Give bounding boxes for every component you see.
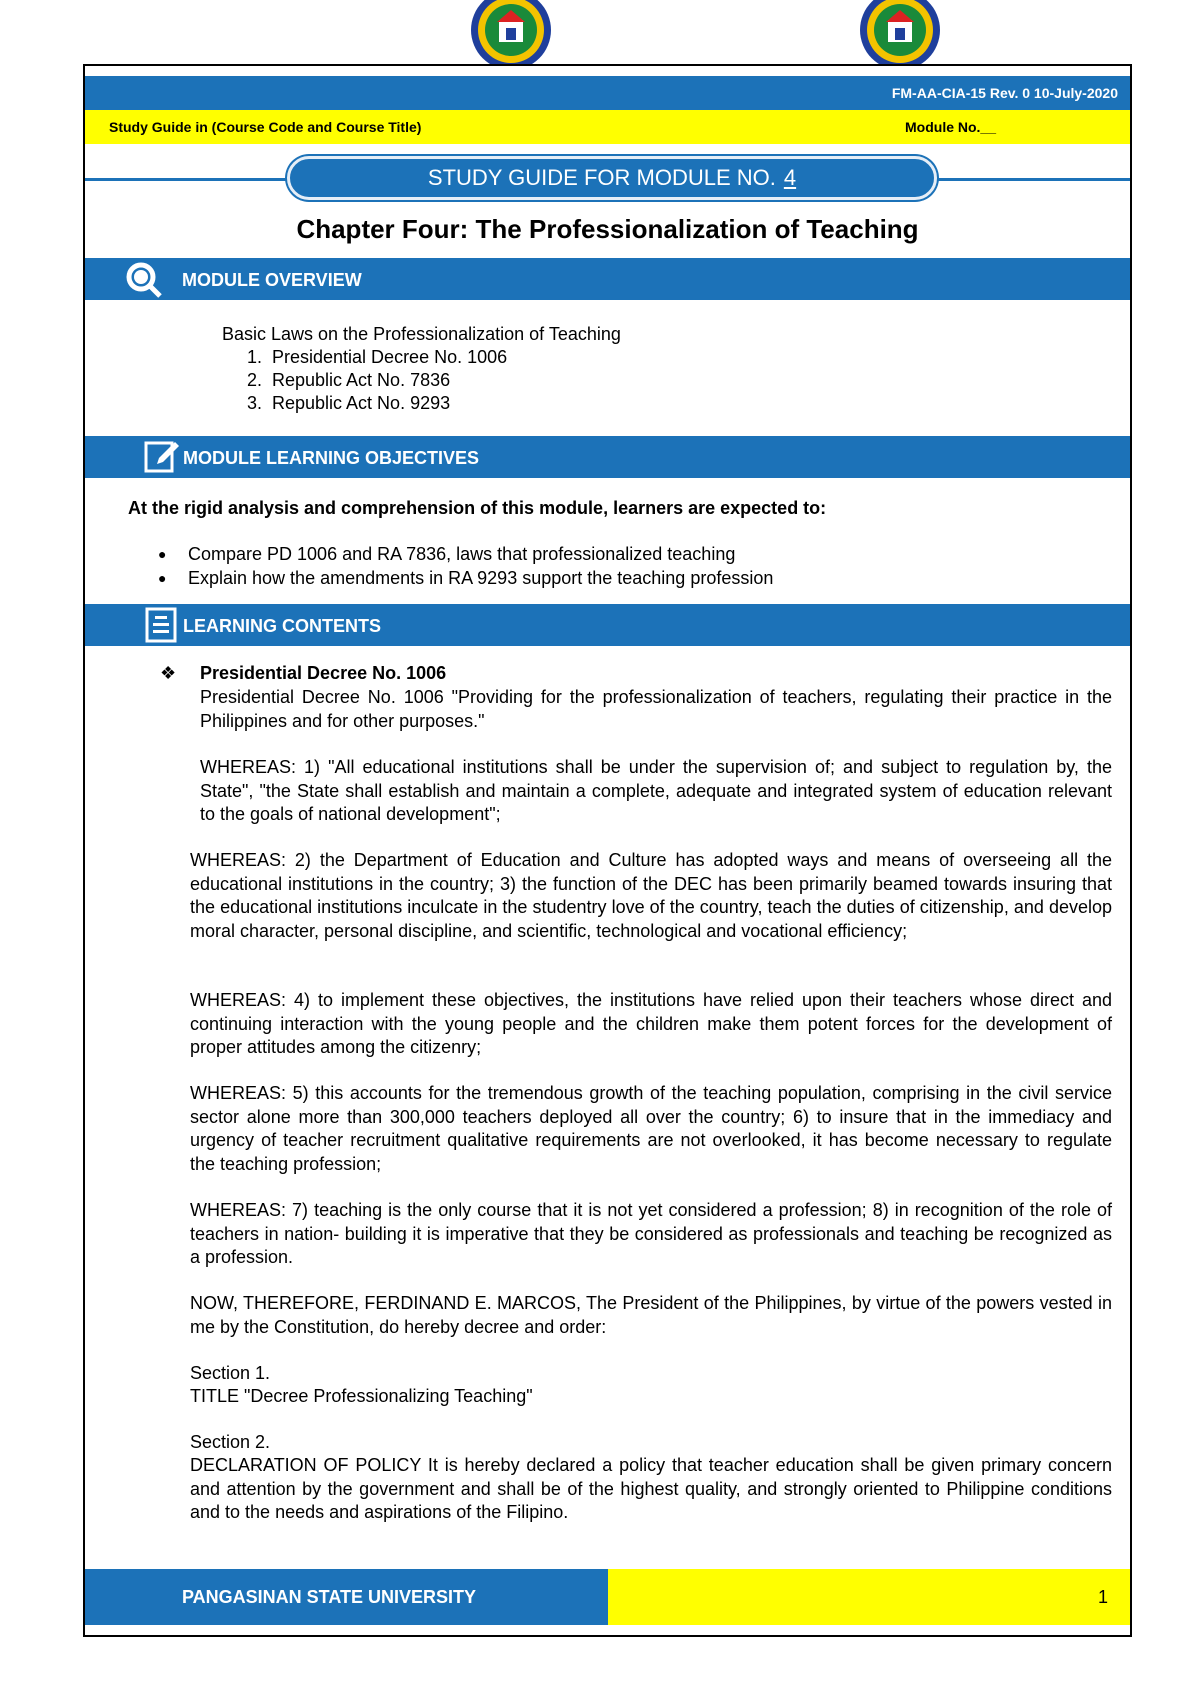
list-item: 3. Republic Act No. 9293 xyxy=(246,393,451,413)
page-number: 1 xyxy=(1097,1587,1108,1607)
section-heading: MODULE LEARNING OBJECTIVES xyxy=(183,448,480,468)
banner-prefix: STUDY GUIDE FOR MODULE NO. xyxy=(427,165,776,190)
paragraph: WHEREAS: 1) "All educational institutions shall be under the supervision of; and subject to regulation by, the State", "the State shall establish and maintain a complete, adequate and integrated system of education relevant to the goals of national development"; xyxy=(200,757,1112,824)
list-item: ● Explain how the amendments in RA 9293 support the teaching profession xyxy=(158,568,774,588)
university-name: PANGASINAN STATE UNIVERSITY xyxy=(182,1587,477,1607)
section-module-overview xyxy=(85,258,1130,300)
content-subheading: Presidential Decree No. 1006 xyxy=(200,663,447,683)
paragraph: Presidential Decree No. 1006 "Providing for the professionalization of teachers, regulating their practice in the Philippines and for other purposes." xyxy=(200,687,1112,731)
section-heading: MODULE OVERVIEW xyxy=(182,270,362,290)
paragraph: WHEREAS: 5) this accounts for the tremendous growth of the teaching population, comprising in the civil service sector alone more than 300,000 teachers deployed all over the country; 6) to insure that in the immediacy and urgency of teacher recruitment qualitative requirements are not overlooked, it has become necessary to regulate the teaching profession; xyxy=(190,1083,1112,1174)
magnifier-icon xyxy=(125,260,163,298)
objectives-lead: At the rigid analysis and comprehension of this module, learners are expected to: xyxy=(128,498,827,518)
diamond-bullet-icon: ❖ xyxy=(160,663,177,683)
paragraph: WHEREAS: 2) the Department of Education and Culture has adopted ways and means of overseeing all the educational institutions in the country; 3) the function of the DEC has been primarily beamed towards insuring that the educational institutions inculcate in the studentry love of the country, teach the duties of citizenship, and develop moral character, personal discipline, and scientific, technological and vocational efficiency; xyxy=(190,850,1112,941)
footer-university-bar xyxy=(85,1569,608,1625)
document-icon xyxy=(143,606,181,644)
footer-page-bar xyxy=(608,1569,1130,1625)
university-seal-logo-left xyxy=(461,0,561,66)
overview-list xyxy=(222,346,507,415)
section-2-heading: Section 2. xyxy=(190,1432,271,1452)
edit-pencil-icon xyxy=(143,438,181,476)
chapter-title: Chapter Four: The Professionalization of Teaching xyxy=(296,214,919,244)
form-code: FM-AA-CIA-15 Rev. 0 10-July-2020 xyxy=(891,85,1118,101)
section-2-body: DECLARATION OF POLICY It is hereby declared a policy that teacher education shall be given primary concern and attention by the government and shall be of the highest quality, and strongly oriented to Philippine conditions and to the needs and aspirations of the Filipino. xyxy=(190,1455,1112,1522)
section-learning-objectives xyxy=(85,436,1130,478)
overview-intro: Basic Laws on the Professionalization of Teaching xyxy=(222,324,621,344)
paragraph: WHEREAS: 7) teaching is the only course that it is not yet considered a profession; 8) in recognition of the role of teachers in nation- building it is imperative that they be considered as professionals and teaching be recognized as a profession. xyxy=(190,1200,1112,1267)
study-guide-label: Study Guide in (Course Code and Course Title) xyxy=(109,119,422,135)
section-heading: LEARNING CONTENTS xyxy=(183,616,381,636)
section-learning-contents xyxy=(85,604,1130,646)
section-1-heading: Section 1. xyxy=(190,1363,271,1383)
list-item: 1. Presidential Decree No. 1006 xyxy=(246,347,508,367)
section-1-body: TITLE "Decree Professionalizing Teaching" xyxy=(190,1386,533,1406)
paragraph: WHEREAS: 4) to implement these objectives, the institutions have relied upon their teachers whose direct and continuing interaction with the young people and the children make them potent forces for the development of proper attitudes among the citizenry; xyxy=(190,990,1112,1057)
banner-module-number: 4 xyxy=(783,165,797,190)
study-guide-header xyxy=(85,110,1130,144)
paragraph: NOW, THEREFORE, FERDINAND E. MARCOS, The President of the Philippines, by virtue of the powers vested in me by the Constitution, do hereby decree and order: xyxy=(190,1293,1112,1337)
module-no-label: Module No.__ xyxy=(905,119,997,135)
module-banner xyxy=(287,156,937,200)
form-code-bar xyxy=(85,76,1130,110)
list-item: 2. Republic Act No. 7836 xyxy=(246,370,451,390)
university-seal-logo-right xyxy=(850,0,950,66)
list-item: ● Compare PD 1006 and RA 7836, laws that professionalized teaching xyxy=(158,544,736,564)
objectives-list xyxy=(158,542,773,590)
